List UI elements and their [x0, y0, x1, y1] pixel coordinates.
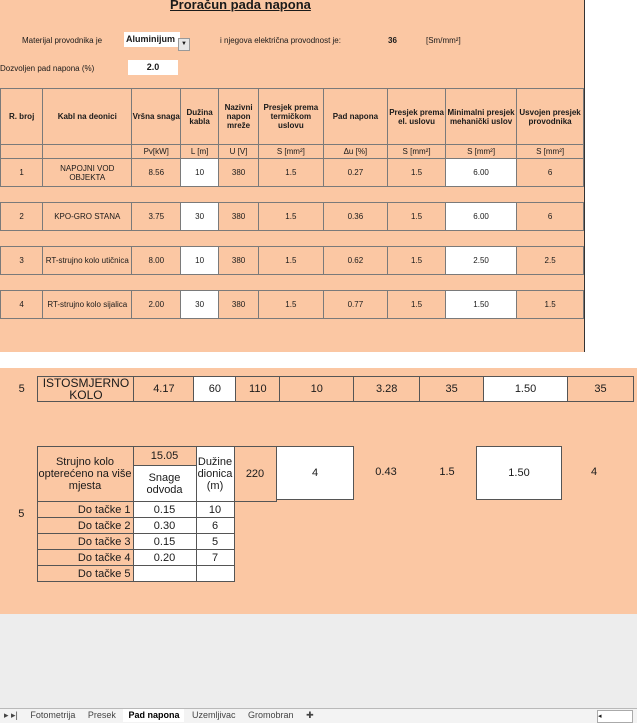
point-length-input[interactable]	[196, 566, 234, 582]
cell-rnum: 1	[1, 159, 43, 187]
cell-section-adopted: 35	[567, 377, 633, 402]
header-cell: Nazivni napon mreže	[219, 89, 259, 145]
cell-section-min-input[interactable]: 6.00	[445, 159, 516, 187]
cell-drop: 3.28	[354, 377, 420, 402]
unit-cell: L [m]	[181, 145, 219, 159]
tab-gromobran[interactable]: Gromobran	[248, 710, 294, 720]
multi-results	[276, 446, 630, 500]
point-length-input[interactable]: 5	[196, 534, 234, 550]
point-power-input[interactable]: 0.20	[133, 550, 196, 566]
header-cell: Usvojen presjek provodnika	[517, 89, 584, 145]
cell-section-min-input[interactable]: 6.00	[445, 203, 516, 231]
point-label: Do tačke 4	[37, 550, 133, 566]
cell-cable: KPO-GRO STANA	[43, 203, 132, 231]
table-row	[6, 377, 634, 402]
header-cell: Dužina kabla	[181, 89, 219, 145]
cell-voltage: 380	[219, 203, 259, 231]
cell-cable: RT-strujno kolo utičnica	[43, 247, 132, 275]
unit-cell	[43, 145, 132, 159]
cell-section-el: 1.5	[388, 291, 446, 319]
point-power-input[interactable]	[133, 566, 196, 582]
cell-section-adopted: 2.5	[517, 247, 584, 275]
row-gap	[1, 231, 584, 247]
tab-uzemljivac[interactable]: Uzemljivac	[191, 710, 236, 720]
cell-drop: 0.62	[323, 247, 388, 275]
tab-fotometrija[interactable]: Fotometrija	[30, 710, 76, 720]
sheet-tab-bar	[0, 708, 637, 723]
snage-label: Snage odvoda	[134, 466, 196, 501]
cell-drop: 0.27	[323, 159, 388, 187]
horizontal-scrollbar[interactable]: ◂	[597, 710, 633, 723]
cell-section-adopted: 1.5	[517, 291, 584, 319]
row-gap	[1, 275, 584, 291]
cell-power: 3.75	[132, 203, 181, 231]
cell-cable: NAPOJNI VOD OBJEKTA	[43, 159, 132, 187]
multi-label: Strujno kolo opterećeno na više mjesta	[37, 447, 133, 502]
dc-circuit-table	[6, 376, 634, 402]
row-gap	[1, 187, 584, 203]
cell-cable: ISTOSMJERNO KOLO	[38, 377, 134, 402]
cell-section-el: 1.5	[388, 247, 446, 275]
allowed-drop-label: Dozvoljen pad napona (%)	[0, 64, 95, 73]
material-select[interactable]: Aluminijum	[124, 32, 180, 47]
multi-rnum: 5	[6, 447, 37, 582]
cell-power: 4.17	[134, 377, 194, 402]
tab-presek[interactable]: Presek	[87, 710, 116, 720]
unit-cell: S [mm²]	[517, 145, 584, 159]
cell-voltage: 380	[219, 247, 259, 275]
point-row	[6, 502, 276, 518]
cell-drop: 0.36	[323, 203, 388, 231]
cell-section-el: 35	[420, 377, 484, 402]
material-label: Materijal provodnika je	[22, 36, 103, 45]
header-cell: Presjek prema el. uslovu	[388, 89, 446, 145]
point-label: Do tačke 1	[37, 502, 133, 518]
table-row	[1, 203, 584, 231]
table-row	[1, 247, 584, 275]
cell-section-adopted: 6	[517, 159, 584, 187]
cell-rnum: 4	[1, 291, 43, 319]
cell-section-adopted: 6	[517, 203, 584, 231]
material-dropdown-icon[interactable]: ▼	[178, 38, 190, 51]
header-cell: Minimalni presjek mehanički uslov	[445, 89, 516, 145]
multi-drop: 0.43	[375, 466, 397, 478]
cell-section-thermal: 1.5	[259, 203, 324, 231]
cell-section-thermal: 10	[280, 377, 354, 402]
voltage-drop-table	[0, 88, 584, 319]
table-units-row	[1, 145, 584, 159]
multi-load-table	[6, 446, 277, 582]
cell-cable: RT-strujno kolo sijalica	[43, 291, 132, 319]
point-length-input[interactable]: 6	[196, 518, 234, 534]
cell-length-input[interactable]: 10	[181, 159, 219, 187]
cell-length-input[interactable]: 60	[194, 377, 236, 402]
point-label: Do tačke 2	[37, 518, 133, 534]
point-power-input[interactable]: 0.15	[133, 534, 196, 550]
unit-cell: S [mm²]	[388, 145, 446, 159]
unit-cell: Δu [%]	[323, 145, 388, 159]
header-cell: R. broj	[1, 89, 43, 145]
conductivity-value: 36	[388, 36, 397, 45]
cell-length-input[interactable]: 10	[181, 247, 219, 275]
cell-section-thermal: 1.5	[259, 291, 324, 319]
multi-section-min-input[interactable]: 1.50	[476, 446, 562, 500]
multi-section-el: 1.5	[439, 466, 455, 478]
point-length-input[interactable]: 10	[196, 502, 234, 518]
unit-cell	[1, 145, 43, 159]
new-sheet-icon[interactable]: ✚	[306, 710, 314, 720]
empty-workspace	[0, 614, 637, 708]
tab-pad-napona[interactable]: Pad napona	[123, 709, 184, 722]
cell-power: 8.56	[132, 159, 181, 187]
cell-section-min-input[interactable]: 1.50	[445, 291, 516, 319]
cell-power: 2.00	[132, 291, 181, 319]
cell-drop: 0.77	[323, 291, 388, 319]
conductivity-label: i njegova električna provodnost je:	[220, 36, 341, 45]
table-row	[1, 291, 584, 319]
point-power-input[interactable]: 0.15	[133, 502, 196, 518]
cell-section-min-input[interactable]: 1.50	[484, 377, 568, 402]
multi-voltage: 220	[234, 447, 276, 502]
multi-section-thermal: 4	[276, 446, 354, 500]
tab-nav-arrows-icon[interactable]: ▸ ▸|	[4, 710, 18, 720]
unit-cell: Pv[kW]	[132, 145, 181, 159]
multi-power: 15.05	[134, 447, 196, 466]
multi-header-row	[6, 447, 276, 502]
cell-section-thermal: 1.5	[259, 247, 324, 275]
header-cell: Presjek prema termičkom uslovu	[259, 89, 324, 145]
cell-rnum: 2	[1, 203, 43, 231]
cell-power: 8.00	[132, 247, 181, 275]
table-row	[1, 159, 584, 187]
duzine-label: Dužine dionica (m)	[196, 447, 234, 502]
point-power-input[interactable]: 0.30	[133, 518, 196, 534]
cell-section-min-input[interactable]: 2.50	[445, 247, 516, 275]
cell-voltage: 380	[219, 159, 259, 187]
cell-voltage: 110	[236, 377, 280, 402]
unit-cell: S [mm²]	[445, 145, 516, 159]
header-cell: Vršna snaga	[132, 89, 181, 145]
multi-section-adopted: 4	[590, 466, 598, 478]
cell-rnum: 3	[1, 247, 43, 275]
point-length-input[interactable]: 7	[196, 550, 234, 566]
cell-rnum: 5	[18, 383, 25, 395]
allowed-drop-input[interactable]: 2.0	[128, 60, 178, 75]
conductivity-unit: [Sm/mm²]	[426, 36, 461, 45]
cell-length-input[interactable]: 30	[181, 203, 219, 231]
cell-voltage: 380	[219, 291, 259, 319]
point-label: Do tačke 5	[37, 566, 133, 582]
cell-section-el: 1.5	[388, 159, 446, 187]
table-header-row	[1, 89, 584, 145]
unit-cell: U [V]	[219, 145, 259, 159]
cell-length-input[interactable]: 30	[181, 291, 219, 319]
sheet-title: Proračun pada napona	[170, 0, 311, 12]
header-cell: Kabl na deonici	[43, 89, 132, 145]
cell-section-el: 1.5	[388, 203, 446, 231]
unit-cell: S [mm²]	[259, 145, 324, 159]
point-label: Do tačke 3	[37, 534, 133, 550]
cell-section-thermal: 1.5	[259, 159, 324, 187]
header-cell: Pad napona	[323, 89, 388, 145]
